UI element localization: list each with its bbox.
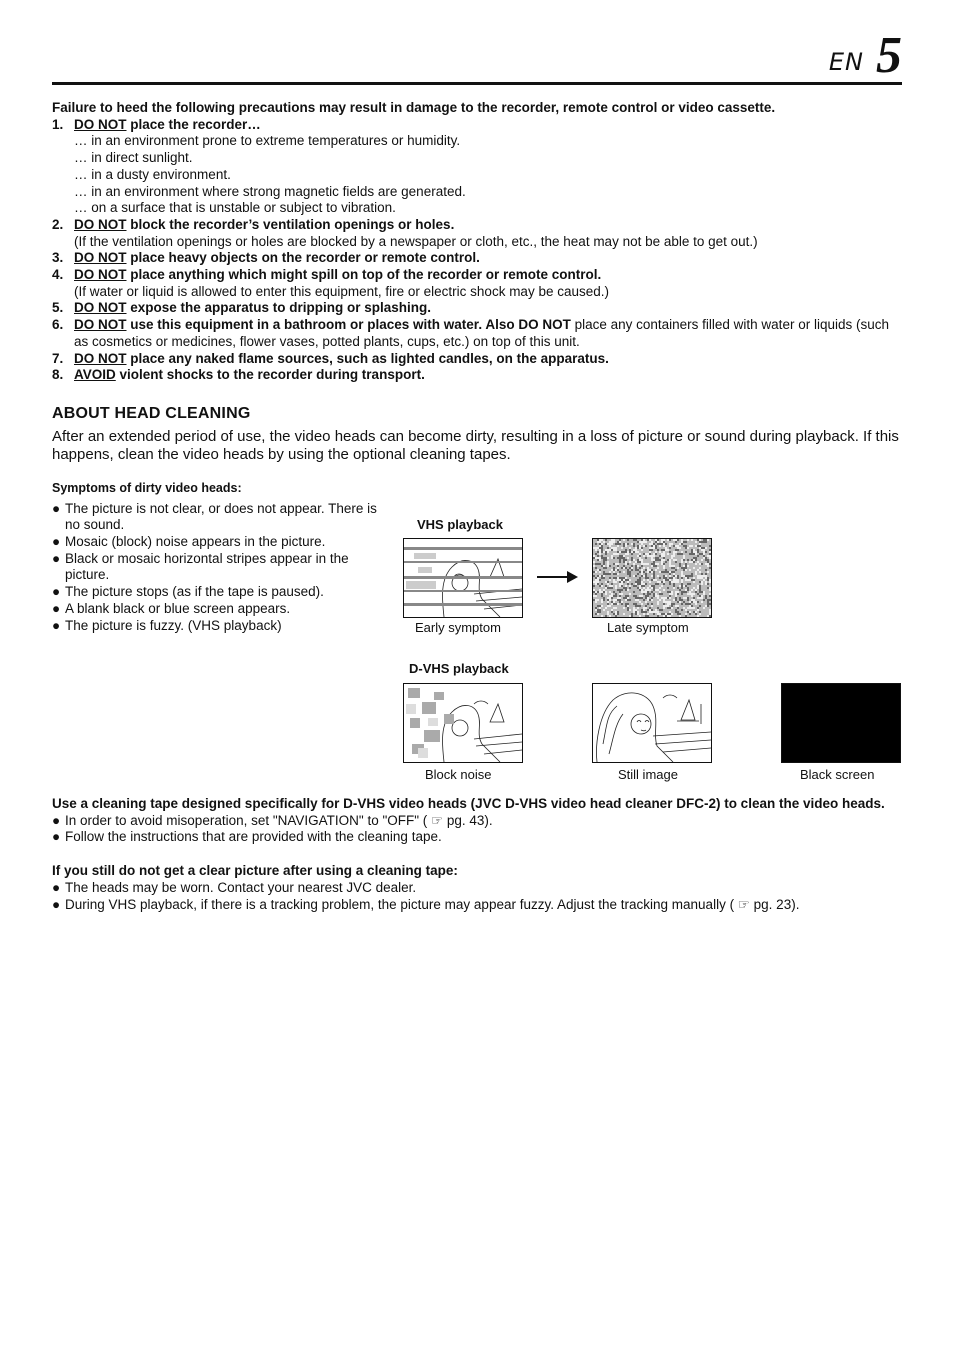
bullet-icon: ● (52, 879, 61, 895)
precaution-number: 5. (52, 300, 64, 316)
still-bullets (52, 880, 912, 913)
precaution-number: 7. (52, 350, 64, 366)
symptom-item (52, 618, 382, 635)
precaution-subitem: (If the ventilation openings or holes are blocked by a newspaper or cloth, etc., the heat may not be able to get out.) (74, 233, 758, 249)
still-item (52, 880, 912, 897)
section-paragraph: After an extended period of use, the video heads can become dirty, resulting in a loss of picture or sound during playback. If this happens, clean the video heads by using the optional cleaning tapes. (52, 427, 899, 463)
early-symptom-illustration (404, 539, 522, 617)
vhs-playback-title: VHS playback (417, 517, 503, 532)
precaution-text: place heavy objects on the recorder or remote control. (126, 250, 480, 266)
cleaning-heading: Use a cleaning tape designed specifically for D-VHS video heads (JVC D-VHS video head cleaner DFC-2) to clean the video heads. (52, 796, 885, 811)
symptom-item (52, 601, 382, 618)
page-number: 5 (876, 27, 902, 84)
symptoms-list (52, 501, 382, 635)
black-screen-label: Black screen (800, 767, 875, 782)
arrow-icon (537, 570, 579, 584)
precaution-item (52, 351, 904, 368)
precaution-number: 6. (52, 317, 64, 333)
bullet-icon: ● (52, 534, 61, 550)
precaution-subitem: … in an environment where strong magnetic fields are generated. (74, 183, 466, 199)
precautions-intro: Failure to heed the following precautions may result in damage to the recorder, remote control or video cassette. (52, 100, 776, 115)
precaution-subitem: … in an environment prone to extreme temperatures or humidity. (74, 133, 461, 149)
symptom-item-text: The picture is fuzzy. (VHS playback) (65, 617, 282, 633)
symptom-item (52, 534, 382, 551)
precaution-item (52, 117, 904, 217)
bullet-icon: ● (52, 500, 61, 516)
precaution-text: block the recorder’s ventilation openings or holes. (126, 216, 455, 232)
precaution-text: expose the apparatus to dripping or splashing. (126, 300, 432, 316)
precaution-text: use this equipment in a bathroom or places with water. Also DO NOT (126, 317, 571, 333)
symptom-item-text: Mosaic (block) noise appears in the picture. (65, 534, 326, 550)
dvhs-playback-title: D-VHS playback (409, 661, 509, 676)
precaution-subitem: … in direct sunlight. (74, 150, 193, 166)
symptom-item (52, 501, 382, 534)
precaution-number: 2. (52, 216, 64, 232)
precaution-item (52, 267, 904, 300)
bullet-icon: ● (52, 617, 61, 633)
precaution-number: 1. (52, 116, 64, 132)
precaution-item (52, 317, 904, 350)
cleaning-item-text: Follow the instructions that are provided with the cleaning tape. (65, 829, 442, 845)
precaution-keyword: DO NOT (74, 350, 127, 366)
bullet-icon: ● (52, 600, 61, 616)
block-noise-label: Block noise (425, 767, 492, 782)
bullet-icon: ● (52, 550, 61, 566)
precaution-keyword: DO NOT (74, 317, 127, 333)
bullet-icon: ● (52, 896, 61, 912)
precaution-keyword: AVOID (74, 367, 116, 383)
precaution-subitem: … on a surface that is unstable or subject to vibration. (74, 200, 396, 216)
precaution-detail: place any containers filled with water or liquids (such as cosmetics or medicines, flower vases, potted plants, cups, etc.) on top of this unit. (74, 317, 889, 349)
cleaning-item (52, 813, 912, 830)
still-image-label: Still image (618, 767, 678, 782)
early-symptom-image (403, 538, 523, 618)
still-item (52, 897, 912, 914)
section-title: ABOUT HEAD CLEANING (52, 404, 251, 422)
precaution-keyword: DO NOT (74, 250, 127, 266)
symptoms-title: Symptoms of dirty video heads: (52, 480, 242, 495)
precaution-keyword: DO NOT (74, 116, 127, 132)
precaution-number: 8. (52, 367, 64, 383)
bullet-icon: ● (52, 829, 61, 845)
precaution-text: violent shocks to the recorder during transport. (115, 367, 425, 383)
still-item-text: The heads may be worn. Contact your nearest JVC dealer. (65, 879, 417, 895)
early-symptom-label: Early symptom (415, 620, 501, 635)
cleaning-item (52, 829, 912, 846)
static-noise-illustration (593, 539, 711, 617)
precaution-text: place the recorder… (126, 116, 261, 132)
cleaning-item-text: In order to avoid misoperation, set "NAVIGATION" to "OFF" ( ☞ pg. 43). (65, 812, 493, 828)
block-noise-illustration (404, 684, 522, 762)
precaution-keyword: DO NOT (74, 216, 127, 232)
precaution-item (52, 367, 904, 384)
symptom-item-text: Black or mosaic horizontal stripes appear in the picture. (65, 550, 349, 583)
page-header (52, 27, 902, 85)
precaution-keyword: DO NOT (74, 267, 127, 283)
symptom-item (52, 551, 382, 584)
precaution-item (52, 250, 904, 267)
precaution-item (52, 300, 904, 317)
late-symptom-label: Late symptom (607, 620, 689, 635)
still-image-illustration (593, 684, 711, 762)
precaution-item (52, 217, 904, 250)
precaution-text: place any naked flame sources, such as lighted candles, on the apparatus. (126, 350, 609, 366)
symptom-item-text: The picture is not clear, or does not appear. There is no sound. (65, 500, 377, 533)
still-item-text: During VHS playback, if there is a tracking problem, the picture may appear fuzzy. Adjust the tracking manually ( ☞ pg. 23). (65, 896, 800, 912)
precautions-list (52, 117, 904, 384)
symptom-item-text: A blank black or blue screen appears. (65, 600, 291, 616)
precaution-number: 4. (52, 267, 64, 283)
cleaning-instructions (52, 796, 912, 913)
still-heading: If you still do not get a clear picture after using a cleaning tape: (52, 863, 458, 879)
language-label: EN (828, 48, 864, 76)
block-noise-image (403, 683, 523, 763)
precaution-text: place anything which might spill on top of the recorder or remote control. (126, 267, 602, 283)
precaution-keyword: DO NOT (74, 300, 127, 316)
symptom-item (52, 584, 382, 601)
precaution-subitem: (If water or liquid is allowed to enter this equipment, fire or electric shock may be caused.) (74, 283, 609, 299)
symptom-item-text: The picture stops (as if the tape is paused). (65, 584, 324, 600)
still-image-image (592, 683, 712, 763)
late-symptom-image (592, 538, 712, 618)
precaution-subitem: … in a dusty environment. (74, 166, 231, 182)
bullet-icon: ● (52, 584, 61, 600)
black-screen-image (781, 683, 901, 763)
cleaning-bullets (52, 813, 912, 846)
precaution-number: 3. (52, 250, 64, 266)
bullet-icon: ● (52, 812, 61, 828)
